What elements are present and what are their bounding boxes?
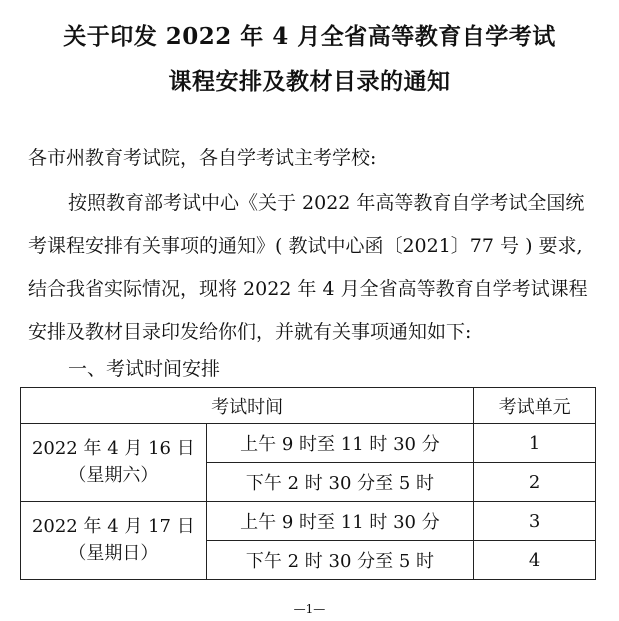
unit-cell: 3 — [474, 502, 596, 541]
body-line-2: 考课程安排有关事项的通知》( 教试中心函〔2021〕77 号 ) 要求, — [28, 235, 583, 257]
exam-schedule-table — [20, 387, 596, 580]
notice-title-line-1: 关于印发 2022 年 4 月全省高等教育自学考试 — [63, 23, 556, 50]
unit-cell: 1 — [474, 424, 596, 463]
body-line-1: 按照教育部考试中心《关于 2022 年高等教育自学考试全国统 — [68, 192, 585, 214]
weekday-text: （星期日） — [68, 542, 159, 564]
date-text: 2022 年 4 月 16 日 — [31, 438, 195, 460]
time-cell: 下午 2 时 30 分至 5 时 — [206, 541, 473, 580]
section-heading-exam-schedule: 一、考试时间安排 — [68, 358, 221, 380]
time-cell: 上午 9 时至 11 时 30 分 — [206, 502, 473, 541]
body-line-3: 结合我省实际情况，现将 2022 年 4 月全省高等教育自学考试课程 — [28, 278, 588, 300]
time-cell: 上午 9 时至 11 时 30 分 — [206, 424, 473, 463]
table-row — [21, 502, 596, 541]
date-cell — [21, 424, 207, 502]
salutation: 各市州教育考试院，各自学考试主考学校: — [28, 147, 377, 169]
page-number: —1— — [293, 602, 326, 616]
table-header-row — [21, 388, 596, 424]
time-cell: 下午 2 时 30 分至 5 时 — [206, 463, 473, 502]
unit-cell: 4 — [474, 541, 596, 580]
notice-title-line-2: 课程安排及教材目录的通知 — [168, 68, 451, 95]
unit-cell: 2 — [474, 463, 596, 502]
date-cell — [21, 502, 207, 580]
body-line-4: 安排及教材目录印发给你们，并就有关事项通知如下: — [28, 321, 472, 343]
date-text: 2022 年 4 月 17 日 — [31, 516, 195, 538]
header-exam-time: 考试时间 — [21, 388, 474, 424]
weekday-text: （星期六） — [68, 464, 159, 486]
table-row — [21, 424, 596, 463]
header-exam-unit: 考试单元 — [474, 388, 596, 424]
